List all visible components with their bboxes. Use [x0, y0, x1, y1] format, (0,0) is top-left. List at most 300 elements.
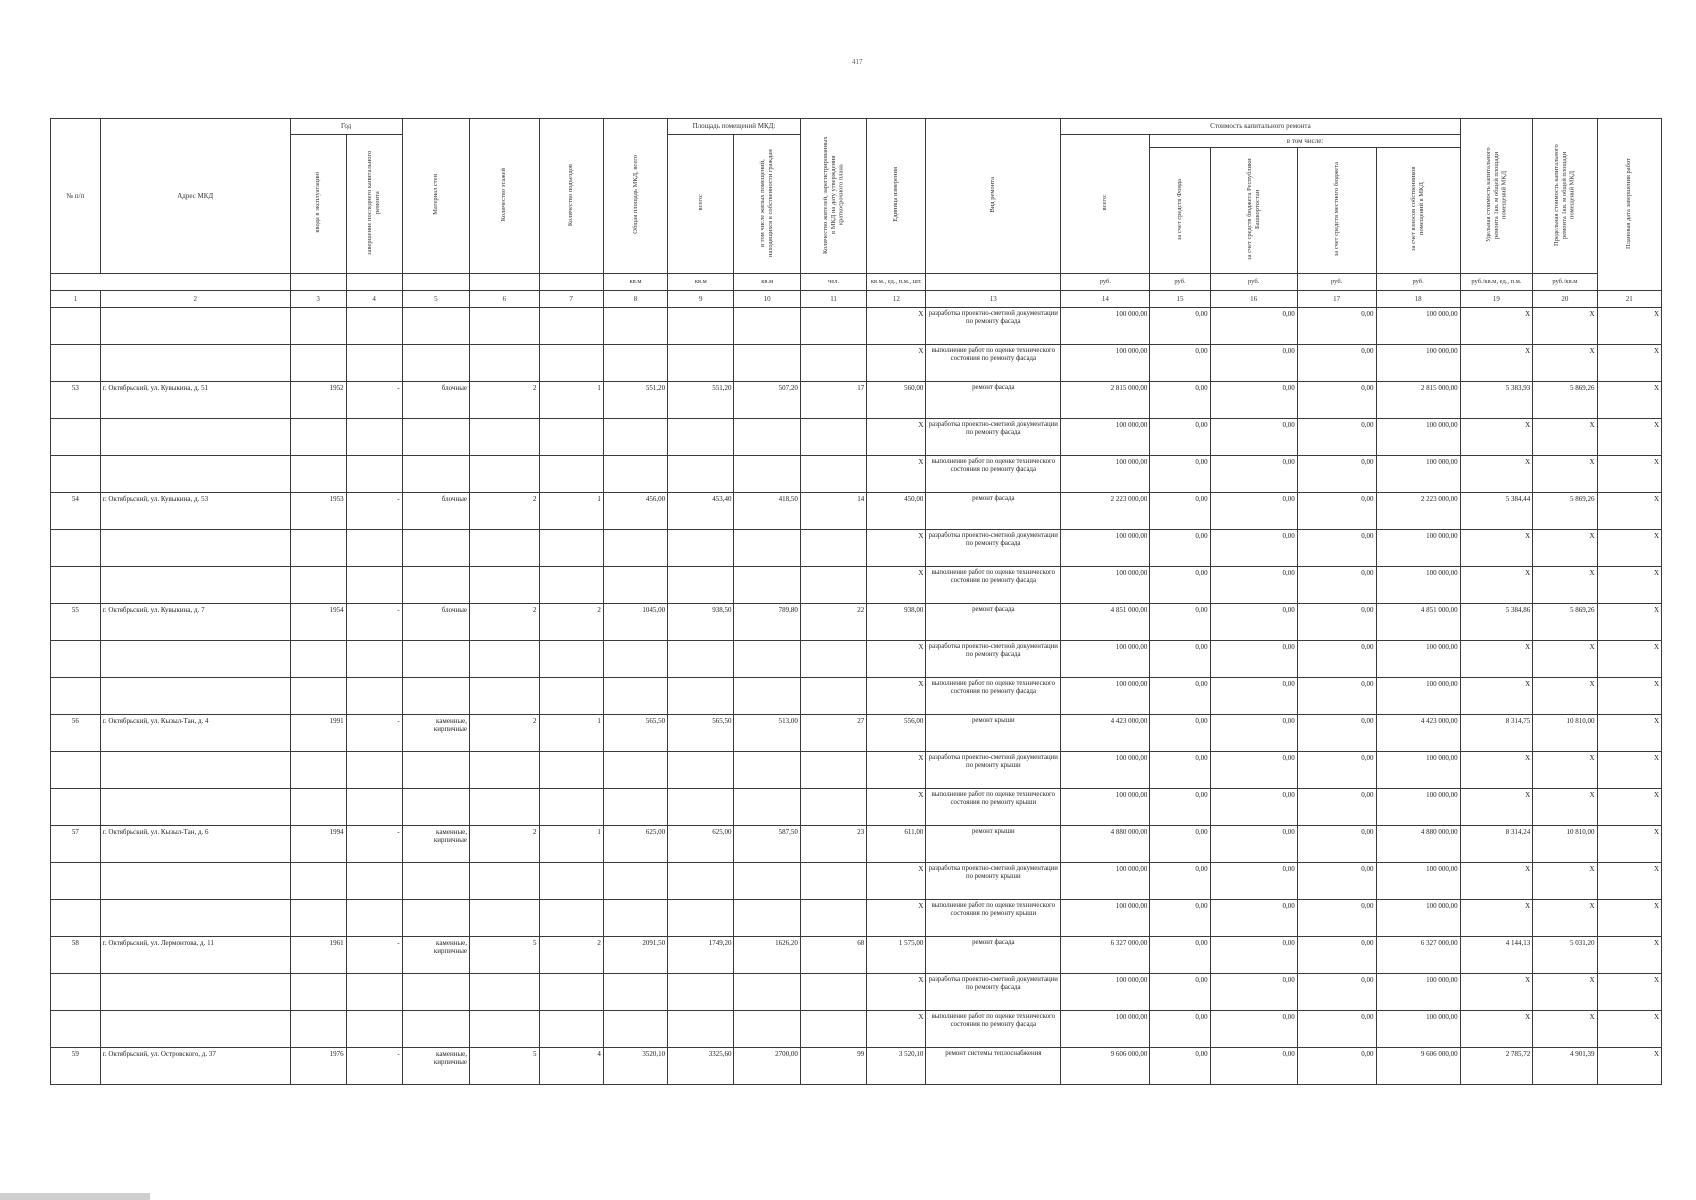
floors-cell: 5	[470, 1047, 539, 1084]
total-area-cell	[603, 344, 667, 381]
residents-cell: 27	[800, 714, 866, 751]
year-commission-cell	[290, 566, 346, 603]
wall-material-cell	[402, 640, 469, 677]
wall-material-cell	[402, 862, 469, 899]
cost-republic-cell: 0,00	[1210, 825, 1297, 862]
cost-fund-cell: 0,00	[1150, 788, 1210, 825]
unit-cell	[290, 273, 346, 290]
cost-owners-cell: 6 327 000,00	[1376, 936, 1460, 973]
year-last-repair-cell	[346, 788, 402, 825]
planned-date-cell: X	[1597, 714, 1661, 751]
table-row	[51, 492, 1662, 529]
table-row	[51, 1047, 1662, 1084]
limit-cost-cell: X	[1533, 566, 1597, 603]
repair-type-cell: разработка проектно-сметной документации по ремонту крыши	[926, 751, 1061, 788]
year-last-repair-cell	[346, 1010, 402, 1047]
repair-type-cell: ремонт фасада	[926, 936, 1061, 973]
year-last-repair-cell	[346, 751, 402, 788]
cost-owners-cell: 100 000,00	[1376, 899, 1460, 936]
cost-fund-cell: 0,00	[1150, 899, 1210, 936]
cost-local-cell: 0,00	[1297, 603, 1376, 640]
limit-cost-cell: X	[1533, 973, 1597, 1010]
limit-cost-cell: 5 031,20	[1533, 936, 1597, 973]
row-number	[51, 677, 101, 714]
cost-local-cell: 0,00	[1297, 566, 1376, 603]
header-year-last-repair	[346, 135, 402, 274]
year-commission-cell	[290, 344, 346, 381]
year-commission-cell	[290, 529, 346, 566]
wall-material-cell: каменные, кирпичные	[402, 936, 469, 973]
repair-type-cell: ремонт фасада	[926, 381, 1061, 418]
col-number: 17	[1297, 290, 1376, 307]
entrances-cell: 1	[539, 492, 603, 529]
planned-date-cell: X	[1597, 1010, 1661, 1047]
cost-local-cell: 0,00	[1297, 344, 1376, 381]
year-last-repair-cell: -	[346, 825, 402, 862]
limit-cost-cell: X	[1533, 640, 1597, 677]
planned-date-cell: X	[1597, 788, 1661, 825]
address-cell	[100, 1010, 290, 1047]
unit-measure-cell: 1 575,00	[867, 936, 926, 973]
cost-local-cell: 0,00	[1297, 418, 1376, 455]
cost-owners-cell: 2 815 000,00	[1376, 381, 1460, 418]
cost-republic-cell: 0,00	[1210, 1010, 1297, 1047]
planned-date-cell: X	[1597, 529, 1661, 566]
premises-total-cell	[668, 1010, 734, 1047]
cost-local-cell: 0,00	[1297, 825, 1376, 862]
cost-total-cell: 100 000,00	[1061, 1010, 1150, 1047]
planned-date-cell: X	[1597, 936, 1661, 973]
wall-material-cell: каменные, кирпичные	[402, 714, 469, 751]
total-area-cell: 565,50	[603, 714, 667, 751]
cost-total-cell: 6 327 000,00	[1061, 936, 1150, 973]
address-cell	[100, 344, 290, 381]
cost-local-cell: 0,00	[1297, 455, 1376, 492]
cost-fund-cell: 0,00	[1150, 381, 1210, 418]
wall-material-cell: каменные, кирпичные	[402, 825, 469, 862]
table-row	[51, 344, 1662, 381]
premises-total-cell: 3325,60	[668, 1047, 734, 1084]
cost-local-cell: 0,00	[1297, 973, 1376, 1010]
year-last-repair-cell	[346, 344, 402, 381]
total-area-cell	[603, 566, 667, 603]
header-floors	[470, 119, 539, 274]
total-area-cell: 1045,00	[603, 603, 667, 640]
header-premises-group: Площадь помещений МКД:	[668, 119, 801, 135]
wall-material-cell	[402, 418, 469, 455]
repair-type-cell: выполнение работ по оценке технического состояния по ремонту фасада	[926, 455, 1061, 492]
premises-total-cell: 453,40	[668, 492, 734, 529]
header-cost-local	[1297, 148, 1376, 273]
total-area-cell	[603, 973, 667, 1010]
header-year-commission	[290, 135, 346, 274]
floors-cell	[470, 455, 539, 492]
unit-cost-cell: 8 314,24	[1460, 825, 1533, 862]
unit-cell: руб.	[1210, 273, 1297, 290]
address-cell	[100, 899, 290, 936]
row-number	[51, 862, 101, 899]
cost-owners-cell: 9 606 000,00	[1376, 1047, 1460, 1084]
header-cost-republic	[1210, 148, 1297, 273]
col-number: 16	[1210, 290, 1297, 307]
repair-plan-table	[50, 118, 1662, 1085]
floors-cell	[470, 566, 539, 603]
unit-cell	[539, 273, 603, 290]
total-area-cell	[603, 677, 667, 714]
cost-total-cell: 4 880 000,00	[1061, 825, 1150, 862]
unit-measure-cell: X	[867, 973, 926, 1010]
limit-cost-cell: X	[1533, 1010, 1597, 1047]
table-row	[51, 418, 1662, 455]
header-year-commission-text: ввода в эксплуатацию	[314, 172, 322, 233]
year-last-repair-cell: -	[346, 714, 402, 751]
year-last-repair-cell: -	[346, 936, 402, 973]
header-repair-type	[926, 119, 1061, 274]
residents-cell	[800, 307, 866, 344]
cost-owners-cell: 100 000,00	[1376, 788, 1460, 825]
cost-total-cell: 100 000,00	[1061, 788, 1150, 825]
premises-total-cell	[668, 973, 734, 1010]
cost-republic-cell: 0,00	[1210, 307, 1297, 344]
repair-type-cell: выполнение работ по оценке технического состояния по ремонту крыши	[926, 788, 1061, 825]
cost-republic-cell: 0,00	[1210, 751, 1297, 788]
unit-cost-cell: X	[1460, 529, 1533, 566]
year-commission-cell	[290, 640, 346, 677]
col-number: 14	[1061, 290, 1150, 307]
cost-republic-cell: 0,00	[1210, 899, 1297, 936]
unit-measure-cell: 3 520,10	[867, 1047, 926, 1084]
premises-residential-cell: 587,50	[734, 825, 800, 862]
wall-material-cell	[402, 751, 469, 788]
wall-material-cell	[402, 677, 469, 714]
table-row	[51, 455, 1662, 492]
year-last-repair-cell	[346, 862, 402, 899]
premises-total-cell	[668, 862, 734, 899]
premises-residential-cell	[734, 640, 800, 677]
entrances-cell	[539, 418, 603, 455]
cost-local-cell: 0,00	[1297, 381, 1376, 418]
col-number: 7	[539, 290, 603, 307]
cost-fund-cell: 0,00	[1150, 1010, 1210, 1047]
unit-cost-cell: 5 383,93	[1460, 381, 1533, 418]
table-row	[51, 825, 1662, 862]
table-row	[51, 566, 1662, 603]
cost-total-cell: 100 000,00	[1061, 677, 1150, 714]
floors-cell	[470, 751, 539, 788]
row-number	[51, 566, 101, 603]
header-total-area-text: Общая площадь МКД, всего	[631, 155, 639, 235]
premises-residential-cell	[734, 788, 800, 825]
header-cost-total	[1061, 135, 1150, 274]
planned-date-cell: X	[1597, 899, 1661, 936]
year-commission-cell	[290, 751, 346, 788]
premises-total-cell: 625,00	[668, 825, 734, 862]
header-entrances-text: Количество подъездов	[567, 163, 575, 226]
column-numbers-row	[51, 290, 1662, 307]
planned-date-cell: X	[1597, 751, 1661, 788]
planned-date-cell: X	[1597, 566, 1661, 603]
cost-local-cell: 0,00	[1297, 714, 1376, 751]
year-last-repair-cell	[346, 973, 402, 1010]
year-commission-cell	[290, 418, 346, 455]
premises-total-cell: 938,50	[668, 603, 734, 640]
floors-cell	[470, 640, 539, 677]
header-limit-cost-text: Предельная стоимость капитального ремонта 1кв. м общей площади помещений МКД	[1553, 143, 1576, 246]
header-cost-fund-text: за счет средств Фонда	[1176, 178, 1184, 240]
cost-fund-cell: 0,00	[1150, 307, 1210, 344]
floors-cell	[470, 973, 539, 1010]
limit-cost-cell: 5 869,26	[1533, 603, 1597, 640]
header-year-last-repair-text: завершение последнего капитального ремонта	[366, 150, 382, 255]
unit-cost-cell: X	[1460, 899, 1533, 936]
limit-cost-cell: X	[1533, 899, 1597, 936]
unit-measure-cell: X	[867, 862, 926, 899]
entrances-cell	[539, 344, 603, 381]
planned-date-cell: X	[1597, 862, 1661, 899]
total-area-cell	[603, 418, 667, 455]
col-number: 13	[926, 290, 1061, 307]
row-number: 55	[51, 603, 101, 640]
year-commission-cell: 1952	[290, 381, 346, 418]
entrances-cell	[539, 788, 603, 825]
year-commission-cell: 1961	[290, 936, 346, 973]
premises-residential-cell: 2700,00	[734, 1047, 800, 1084]
cost-fund-cell: 0,00	[1150, 714, 1210, 751]
unit-cell: кв.м	[734, 273, 800, 290]
header-cost-including: в том числе:	[1150, 135, 1460, 148]
unit-measure-cell: 556,00	[867, 714, 926, 751]
total-area-cell	[603, 529, 667, 566]
entrances-cell: 2	[539, 603, 603, 640]
cost-local-cell: 0,00	[1297, 492, 1376, 529]
unit-cell: руб./кв.м	[1533, 273, 1597, 290]
entrances-cell	[539, 899, 603, 936]
col-number: 8	[603, 290, 667, 307]
table-row	[51, 973, 1662, 1010]
unit-cost-cell: X	[1460, 418, 1533, 455]
header-cost-group: Стоимость капитального ремонта	[1061, 119, 1460, 135]
unit-cost-cell: X	[1460, 566, 1533, 603]
limit-cost-cell: X	[1533, 751, 1597, 788]
premises-total-cell	[668, 455, 734, 492]
cost-owners-cell: 100 000,00	[1376, 751, 1460, 788]
unit-cell: кв.м	[668, 273, 734, 290]
limit-cost-cell: 5 869,26	[1533, 492, 1597, 529]
limit-cost-cell: X	[1533, 677, 1597, 714]
unit-measure-cell: X	[867, 1010, 926, 1047]
floors-cell	[470, 677, 539, 714]
unit-cost-cell: X	[1460, 1010, 1533, 1047]
cost-fund-cell: 0,00	[1150, 1047, 1210, 1084]
cost-fund-cell: 0,00	[1150, 492, 1210, 529]
residents-cell	[800, 640, 866, 677]
unit-measure-cell: X	[867, 344, 926, 381]
cost-republic-cell: 0,00	[1210, 677, 1297, 714]
year-last-repair-cell	[346, 899, 402, 936]
floors-cell: 2	[470, 381, 539, 418]
unit-measure-cell: X	[867, 640, 926, 677]
table-row	[51, 603, 1662, 640]
cost-local-cell: 0,00	[1297, 1010, 1376, 1047]
address-cell	[100, 418, 290, 455]
repair-type-cell: ремонт фасада	[926, 603, 1061, 640]
premises-residential-cell: 1626,20	[734, 936, 800, 973]
unit-cell	[346, 273, 402, 290]
header-cost-owners	[1376, 148, 1460, 273]
address-cell: г. Октябрьский, ул. Островского, д. 37	[100, 1047, 290, 1084]
planned-date-cell: X	[1597, 455, 1661, 492]
premises-residential-cell	[734, 751, 800, 788]
header-address: Адрес МКД	[100, 119, 290, 274]
cost-total-cell: 100 000,00	[1061, 862, 1150, 899]
wall-material-cell	[402, 529, 469, 566]
address-cell: г. Октябрьский, ул. Лермонтова, д. 11	[100, 936, 290, 973]
unit-cost-cell: X	[1460, 973, 1533, 1010]
wall-material-cell	[402, 344, 469, 381]
planned-date-cell: X	[1597, 492, 1661, 529]
planned-date-cell: X	[1597, 640, 1661, 677]
floors-cell	[470, 1010, 539, 1047]
cost-republic-cell: 0,00	[1210, 788, 1297, 825]
total-area-cell: 3520,10	[603, 1047, 667, 1084]
header-premises-residential-text: в том числе жилых помещений, находящихся в собственности граждан	[759, 148, 775, 257]
cost-fund-cell: 0,00	[1150, 936, 1210, 973]
unit-cell: чел.	[800, 273, 866, 290]
cost-republic-cell: 0,00	[1210, 640, 1297, 677]
premises-total-cell	[668, 529, 734, 566]
cost-owners-cell: 100 000,00	[1376, 1010, 1460, 1047]
cost-owners-cell: 100 000,00	[1376, 307, 1460, 344]
total-area-cell: 2091,50	[603, 936, 667, 973]
limit-cost-cell: X	[1533, 455, 1597, 492]
premises-residential-cell	[734, 973, 800, 1010]
cost-fund-cell: 0,00	[1150, 640, 1210, 677]
table-row	[51, 899, 1662, 936]
unit-cost-cell: 5 384,44	[1460, 492, 1533, 529]
premises-residential-cell	[734, 566, 800, 603]
entrances-cell	[539, 973, 603, 1010]
entrances-cell: 2	[539, 936, 603, 973]
header-residents	[800, 119, 866, 274]
header-planned-date-text: Плановая дата завершения работ	[1625, 157, 1633, 249]
entrances-cell	[539, 677, 603, 714]
cost-local-cell: 0,00	[1297, 677, 1376, 714]
residents-cell	[800, 418, 866, 455]
residents-cell	[800, 677, 866, 714]
limit-cost-cell: X	[1533, 307, 1597, 344]
cost-local-cell: 0,00	[1297, 788, 1376, 825]
floors-cell: 2	[470, 492, 539, 529]
cost-owners-cell: 100 000,00	[1376, 418, 1460, 455]
cost-total-cell: 100 000,00	[1061, 455, 1150, 492]
year-last-repair-cell: -	[346, 381, 402, 418]
floors-cell	[470, 899, 539, 936]
unit-cell	[402, 273, 469, 290]
repair-type-cell: выполнение работ по оценке технического состояния по ремонту фасада	[926, 677, 1061, 714]
address-cell: г. Октябрьский, ул. Кызыл-Тан, д. 6	[100, 825, 290, 862]
year-commission-cell: 1994	[290, 825, 346, 862]
repair-type-cell: ремонт крыши	[926, 714, 1061, 751]
unit-cell: кв.м	[603, 273, 667, 290]
wall-material-cell	[402, 899, 469, 936]
total-area-cell	[603, 1010, 667, 1047]
unit-measure-cell: X	[867, 751, 926, 788]
table-row	[51, 714, 1662, 751]
entrances-cell	[539, 307, 603, 344]
premises-residential-cell	[734, 677, 800, 714]
header-entrances	[539, 119, 603, 274]
residents-cell: 23	[800, 825, 866, 862]
premises-residential-cell	[734, 529, 800, 566]
cost-local-cell: 0,00	[1297, 862, 1376, 899]
row-number	[51, 973, 101, 1010]
cost-total-cell: 2 815 000,00	[1061, 381, 1150, 418]
total-area-cell	[603, 640, 667, 677]
header-cost-total-text: всего:	[1101, 194, 1109, 211]
year-commission-cell	[290, 973, 346, 1010]
col-number: 10	[734, 290, 800, 307]
wall-material-cell	[402, 973, 469, 1010]
header-cost-republic-text: за счет средств бюджета Республики Башкортостан	[1245, 158, 1261, 261]
col-number: 3	[290, 290, 346, 307]
header-unit-cost-text: Удельная стоимость капитального ремонта 1кв. м общей площади помещений МКД	[1484, 147, 1508, 243]
cost-republic-cell: 0,00	[1210, 936, 1297, 973]
total-area-cell	[603, 307, 667, 344]
year-last-repair-cell	[346, 640, 402, 677]
total-area-cell: 551,20	[603, 381, 667, 418]
repair-type-cell: разработка проектно-сметной документации по ремонту фасада	[926, 973, 1061, 1010]
premises-total-cell	[668, 566, 734, 603]
residents-cell	[800, 862, 866, 899]
cost-fund-cell: 0,00	[1150, 677, 1210, 714]
cost-total-cell: 100 000,00	[1061, 344, 1150, 381]
cost-fund-cell: 0,00	[1150, 529, 1210, 566]
wall-material-cell	[402, 1010, 469, 1047]
residents-cell	[800, 973, 866, 1010]
total-area-cell: 625,00	[603, 825, 667, 862]
limit-cost-cell: 10 810,00	[1533, 714, 1597, 751]
row-number	[51, 788, 101, 825]
year-last-repair-cell	[346, 307, 402, 344]
row-number	[51, 1010, 101, 1047]
unit-cost-cell: X	[1460, 640, 1533, 677]
col-number: 2	[100, 290, 290, 307]
premises-residential-cell: 507,20	[734, 381, 800, 418]
unit-cost-cell: 4 144,13	[1460, 936, 1533, 973]
row-number: 53	[51, 381, 101, 418]
premises-total-cell: 551,20	[668, 381, 734, 418]
cost-local-cell: 0,00	[1297, 751, 1376, 788]
header-cost-fund	[1150, 148, 1210, 273]
header-residents-text: Количество жителей, зарегистрированных в МКД на дату утверждения краткосрочного плана	[821, 135, 845, 254]
header-limit-cost	[1533, 119, 1597, 274]
address-cell	[100, 677, 290, 714]
premises-total-cell	[668, 788, 734, 825]
repair-type-cell: ремонт системы теплоснабжения	[926, 1047, 1061, 1084]
year-commission-cell	[290, 677, 346, 714]
year-commission-cell	[290, 1010, 346, 1047]
entrances-cell	[539, 566, 603, 603]
cost-owners-cell: 4 851 000,00	[1376, 603, 1460, 640]
premises-residential-cell	[734, 344, 800, 381]
cost-republic-cell: 0,00	[1210, 455, 1297, 492]
limit-cost-cell: X	[1533, 862, 1597, 899]
floors-cell: 5	[470, 936, 539, 973]
year-commission-cell	[290, 455, 346, 492]
wall-material-cell: каменные, кирпичные	[402, 1047, 469, 1084]
cost-owners-cell: 100 000,00	[1376, 566, 1460, 603]
entrances-cell: 4	[539, 1047, 603, 1084]
